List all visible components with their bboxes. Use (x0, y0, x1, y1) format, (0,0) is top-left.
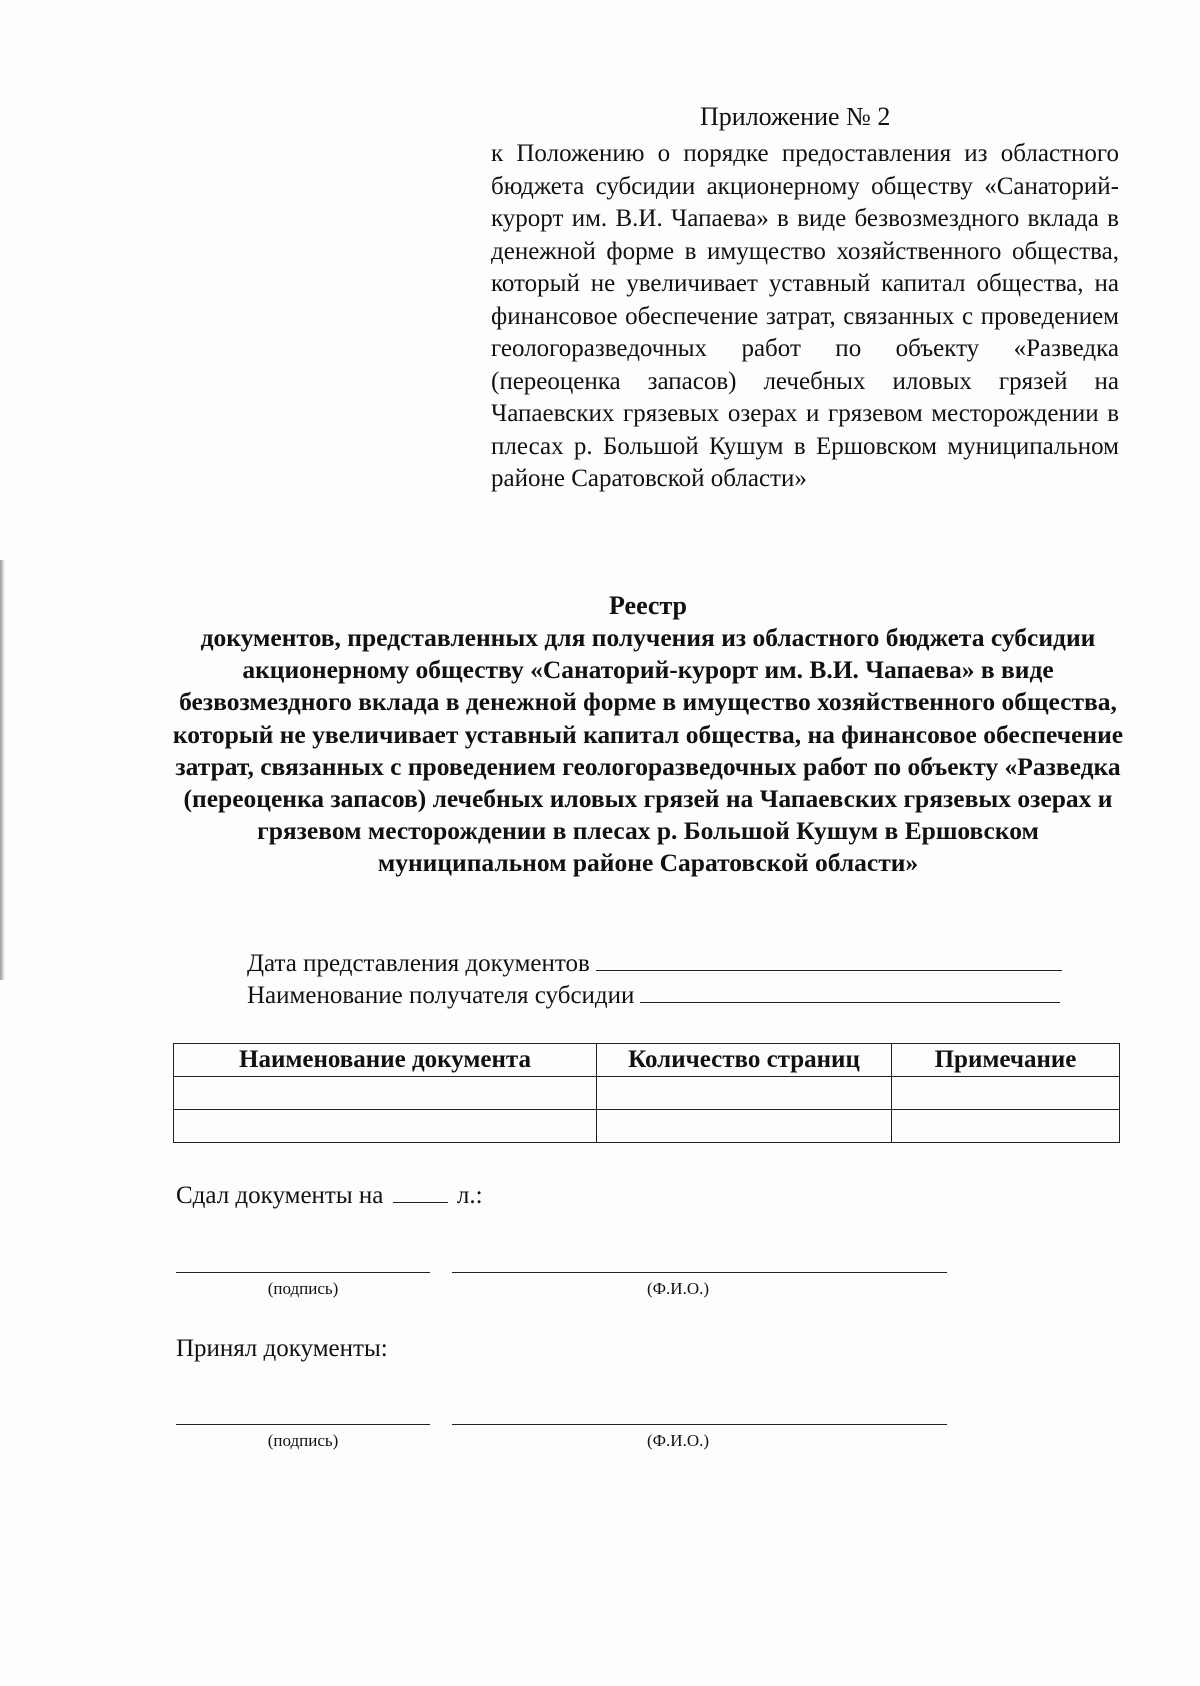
receiver-signature-line (176, 1424, 430, 1425)
table-cell (892, 1110, 1120, 1143)
recipient-name-blank (640, 980, 1060, 1003)
accepted-documents-label: Принял документы: (176, 1335, 388, 1362)
registry-title: Реестр (608, 591, 688, 620)
submitted-prefix: Сдал документы на (176, 1182, 384, 1209)
table-header-row (174, 1044, 1120, 1077)
submission-date-blank (596, 948, 1062, 971)
header-page-count: Количество страниц (597, 1044, 892, 1077)
receiver-name-line (452, 1424, 947, 1425)
submitter-signature-line (176, 1272, 430, 1273)
registry-subtitle: документов, представленных для получения из областного бюджета субсидии акционерному обществу «Санаторий-курорт им. В.И. Чапаева» в виде безвозмездного вклада в денежной форме в имущество хозяйственного общества, который не увеличивает уставный капитал общества, на финансовое обеспечение затрат, связанных с проведением геологоразведочных работ по объекту «Разведка (переоценка запасов) лечебных иловых грязей на Чапаевских грязевых озерах и грязевом месторождении в плесах р. Большой Кушум в Ершовском муниципальном районе Саратовской области» (172, 623, 1124, 878)
table-cell (597, 1110, 892, 1143)
appendix-number: Приложение № 2 (700, 102, 891, 131)
table-cell (174, 1077, 597, 1110)
recipient-name-field (247, 980, 1060, 1012)
receiver-name-caption: (Ф.И.О.) (646, 1431, 710, 1450)
table-cell (174, 1110, 597, 1143)
table-row (174, 1077, 1120, 1110)
submitter-signature-caption: (подпись) (267, 1279, 339, 1298)
documents-table (173, 1043, 1120, 1143)
appendix-text: к Положению о порядке предоставления из областного бюджета субсидии акционерному обществу «Санаторий-курорт им. В.И. Чапаева» в виде безвозмездного вклада в денежной форме в имущество хозяйственного общества, который не увеличивает уставный капитал общества, на финансовое обеспечение затрат, связанных с проведением геологоразведочных работ по объекту «Разведка (переоценка запасов) лечебных иловых грязей на Чапаевских грязевых озерах и грязевом месторождении в плесах р. Большой Кушум в Ершовском муниципальном районе Саратовской области» (491, 140, 1119, 492)
receiver-signature-caption: (подпись) (267, 1431, 339, 1450)
submission-date-field (247, 948, 1062, 980)
recipient-name-label: Наименование получателя субсидии (247, 982, 635, 1009)
header-note: Примечание (892, 1044, 1120, 1077)
table-cell (892, 1077, 1120, 1110)
sheets-count-blank (393, 1180, 448, 1203)
table-cell (597, 1077, 892, 1110)
submitter-name-caption: (Ф.И.О.) (646, 1279, 710, 1298)
scan-edge-shadow (0, 560, 5, 980)
submitted-suffix: л.: (456, 1182, 483, 1209)
submitter-name-line (452, 1272, 947, 1273)
submitted-documents-line (176, 1180, 483, 1212)
submission-date-label: Дата представления документов (247, 950, 590, 977)
header-document-name: Наименование документа (174, 1044, 597, 1077)
table-row (174, 1110, 1120, 1143)
